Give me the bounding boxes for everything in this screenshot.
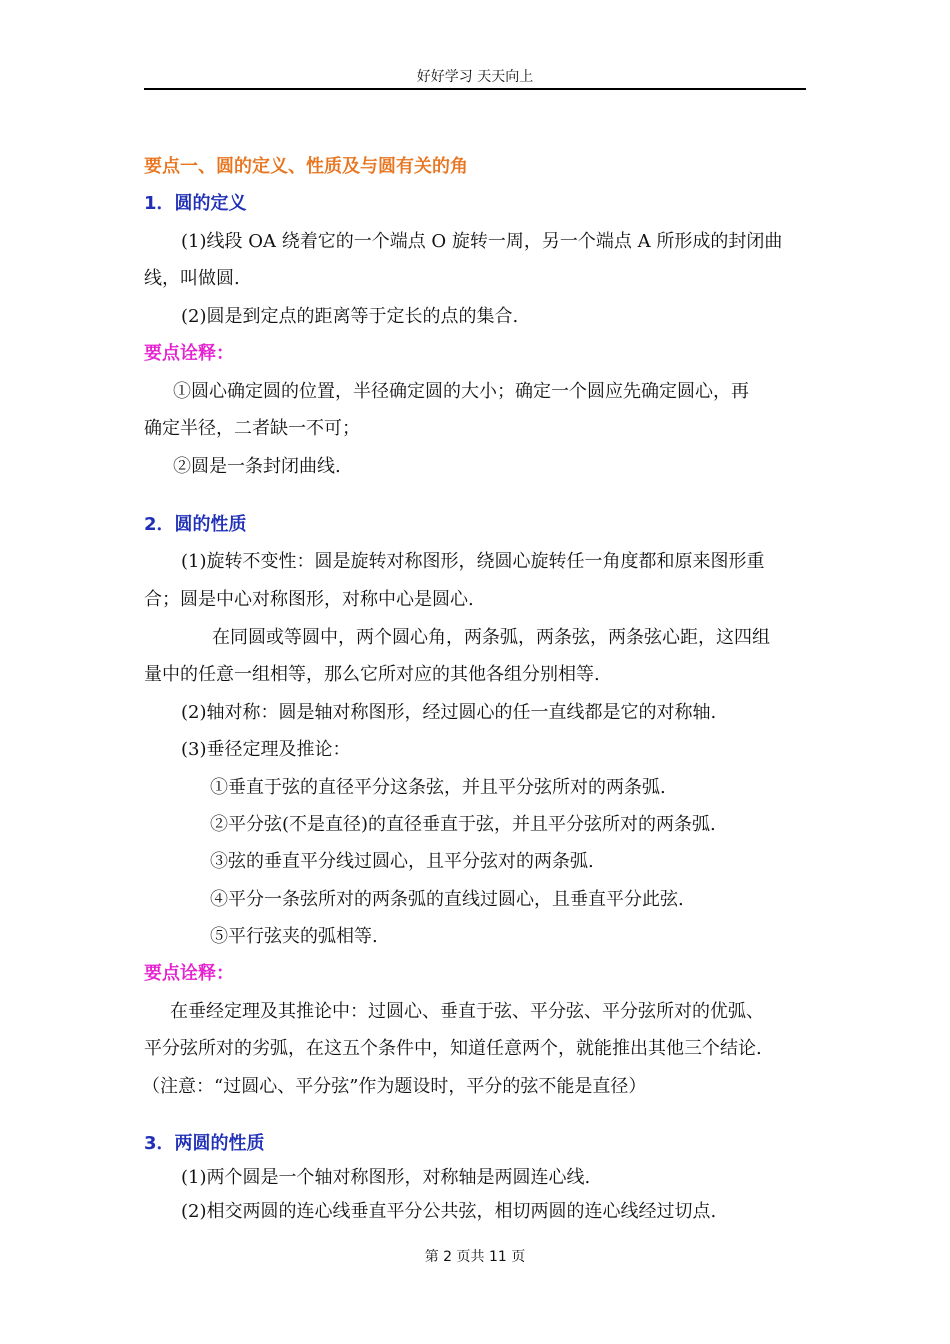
theorem-item-1: ①垂直于弦的直径平分这条弦，并且平分弦所对的两条弧. (210, 777, 666, 798)
properties-paragraph-1: (1)旋转不变性：圆是旋转对称图形，绕圆心旋转任一角度都和原来图形重 (181, 551, 765, 572)
properties-paragraph-3: (3)垂径定理及推论： (181, 739, 351, 760)
theorem-item-4: ④平分一条弦所对的两条弧的直线过圆心，且垂直平分此弦. (210, 889, 684, 910)
subsection-title-properties: 2．圆的性质 (144, 514, 247, 535)
definition-paragraph-1: (1)线段 OA 绕着它的一个端点 O 旋转一周，另一个端点 A 所形成的封闭曲 (181, 231, 783, 252)
note-title: 要点诠释： (144, 343, 234, 364)
subsection-title-two-circles: 3．两圆的性质 (144, 1133, 265, 1154)
page-header: 好好学习 天天向上 (144, 66, 806, 90)
section-heading: 要点一、圆的定义、性质及与圆有关的角 (144, 156, 468, 177)
two-circles-paragraph-1: (1)两个圆是一个轴对称图形，对称轴是两圆连心线. (181, 1167, 591, 1188)
note-paragraph-line-3: （注意：“过圆心、平分弦”作为题设时，平分的弦不能是直径） (142, 1076, 647, 1097)
two-circles-paragraph-2: (2)相交两圆的连心线垂直平分公共弦，相切两圆的连心线经过切点. (181, 1201, 717, 1222)
properties-paragraph-1-cont: 合；圆是中心对称图形，对称中心是圆心. (144, 589, 474, 610)
page-footer: 第 2 页共 11 页 (424, 1249, 526, 1265)
note-title-2: 要点诠释： (144, 963, 234, 984)
definition-paragraph-2: (2)圆是到定点的距离等于定长的点的集合. (181, 306, 519, 327)
definition-paragraph-1-cont: 线，叫做圆. (144, 268, 240, 289)
subsection-title-definition: 1．圆的定义 (144, 193, 247, 214)
note-paragraph-line-2: 平分弦所对的劣弧，在这五个条件中，知道任意两个，就能推出其他三个结论. (144, 1038, 762, 1059)
properties-paragraph-1b-cont: 量中的任意一组相等，那么它所对应的其他各组分别相等. (144, 664, 600, 685)
theorem-item-5: ⑤平行弦夹的弧相等. (210, 926, 378, 947)
properties-paragraph-1b: 在同圆或等圆中，两个圆心角，两条弧，两条弦，两条弦心距，这四组 (212, 627, 770, 648)
note-item-1-cont: 确定半径，二者缺一不可； (144, 418, 360, 439)
note-paragraph-line-1: 在垂经定理及其推论中：过圆心、垂直于弦、平分弦、平分弦所对的优弧、 (170, 1001, 764, 1022)
note-item-1: ①圆心确定圆的位置，半径确定圆的大小；确定一个圆应先确定圆心，再 (173, 381, 749, 402)
properties-paragraph-2: (2)轴对称：圆是轴对称图形，经过圆心的任一直线都是它的对称轴. (181, 702, 717, 723)
note-item-2: ②圆是一条封闭曲线. (173, 456, 341, 477)
theorem-item-2: ②平分弦(不是直径)的直径垂直于弦，并且平分弦所对的两条弧. (210, 814, 716, 835)
theorem-item-3: ③弦的垂直平分线过圆心，且平分弦对的两条弧. (210, 851, 594, 872)
